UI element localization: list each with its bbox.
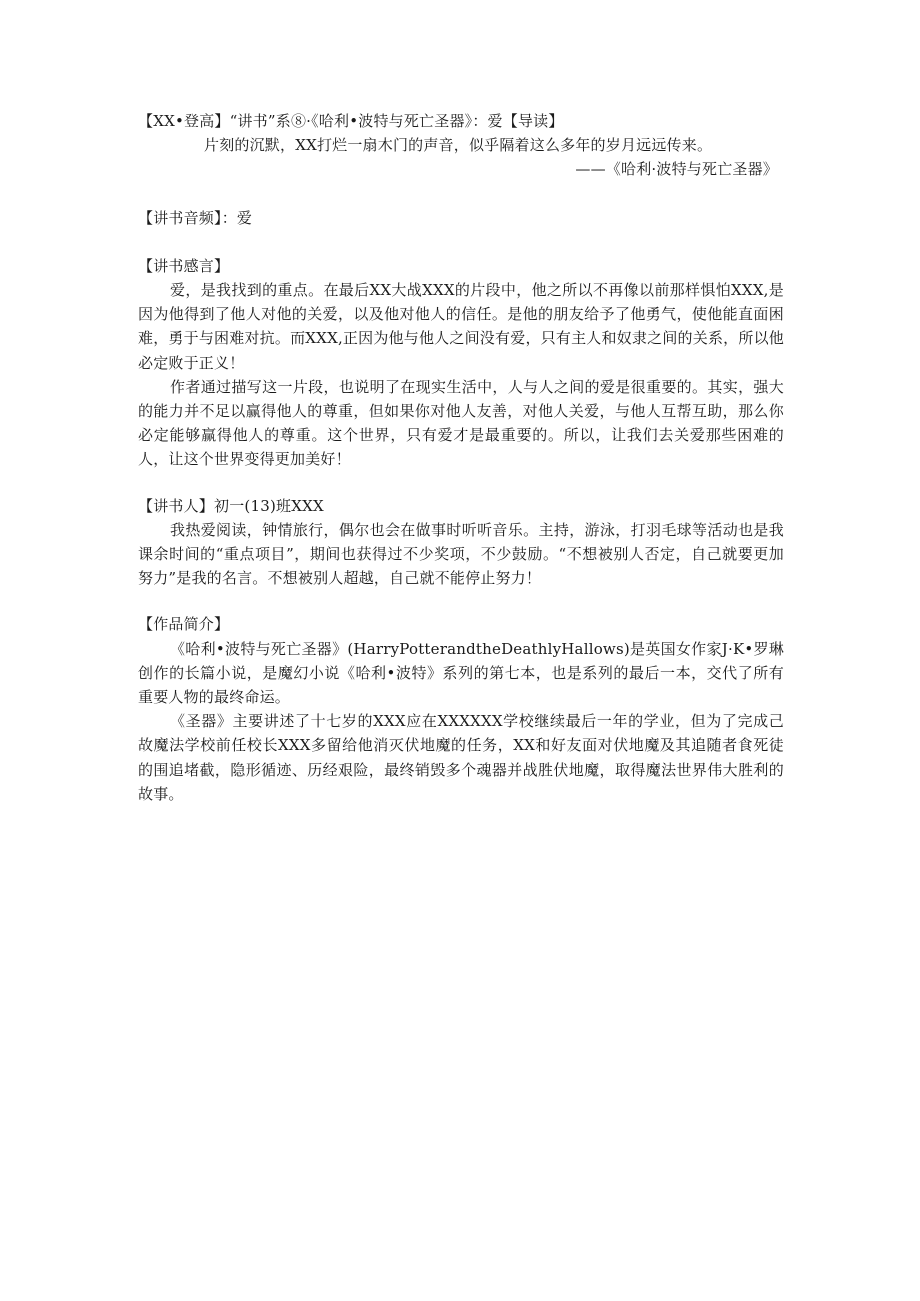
quote-source: ——《哈利·波特与死亡圣器》: [575, 160, 778, 179]
reflection-paragraph-1: 爱，是我找到的重点。在最后XX大战XXX的片段中，他之所以不再像以前那样惧怕XXX,是因为他得到了他人对他的关爱，以及他对他人的信任。是他的朋友给予了他勇气，使他能直面困难，勇于与困难对抗。而XXX,正因为他与他人之间没有爱，只有主人和奴隶之间的关系，所以他必定败于正义！: [138, 281, 784, 372]
lead-quote: 片刻的沉默，XX打烂一扇木门的声音，似乎隔着这么多年的岁月远远传来。: [204, 136, 713, 155]
spacer: [138, 590, 784, 612]
speaker-paragraph: 我热爱阅读，钟情旅行，偶尔也会在做事时听听音乐。主持，游泳，打羽毛球等活动也是我课余时间的“重点项目”，期间也获得过不少奖项，不少鼓励。“不想被别人否定，自己就要更加努力”是我的名言。不想被别人超越，自己就不能停止努力！: [138, 520, 784, 588]
intro-paragraph-2: 《圣器》主要讲述了十七岁的XXX应在XXXXXX学校继续最后一年的学业，但为了完成己故魔法学校前任校长XXX多留给他消灭伏地魔的任务，XX和好友面对伏地魔及其追随者食死徒的围追堵截，隐形循迹、历经艰险，最终销毁多个魂器并战胜伏地魔，取得魔法世界伟大胜利的故事。: [138, 712, 784, 803]
speaker-heading: 【讲书人】初一(13)班XXX: [138, 496, 324, 515]
intro-paragraph-1: 《哈利•波特与死亡圣器》(HarryPotterandtheDeathlyHallows)是英国女作家J·K•罗琳创作的长篇小说，是魔幻小说《哈利•波特》系列的第七本，也是系列的最后一本，交代了所有重要人物的最终命运。: [138, 639, 784, 707]
document-title: 【XX•登高】“讲书”系⑧·《哈利•波特与死亡圣器》：爱【导读】: [138, 112, 564, 130]
intro-heading: 【作品简介】: [138, 615, 230, 634]
spacer: [138, 182, 784, 206]
audio-label: 【讲书音频】：爱: [138, 208, 253, 227]
reflection-heading: 【讲书感言】: [138, 256, 230, 275]
spacer: [138, 472, 784, 494]
document-page: [138, 109, 784, 806]
spacer: [138, 230, 784, 254]
reflection-paragraph-2: 作者通过描写这一片段，也说明了在现实生活中，人与人之间的爱是很重要的。其实，强大的能力并不足以赢得他人的尊重，但如果你对他人友善，对他人关爱，与他人互帮互助，那么你必定能够赢得他人的尊重。这个世界，只有爱才是最重要的。所以，让我们去关爱那些困难的人，让这个世界变得更加美好！: [138, 377, 784, 469]
